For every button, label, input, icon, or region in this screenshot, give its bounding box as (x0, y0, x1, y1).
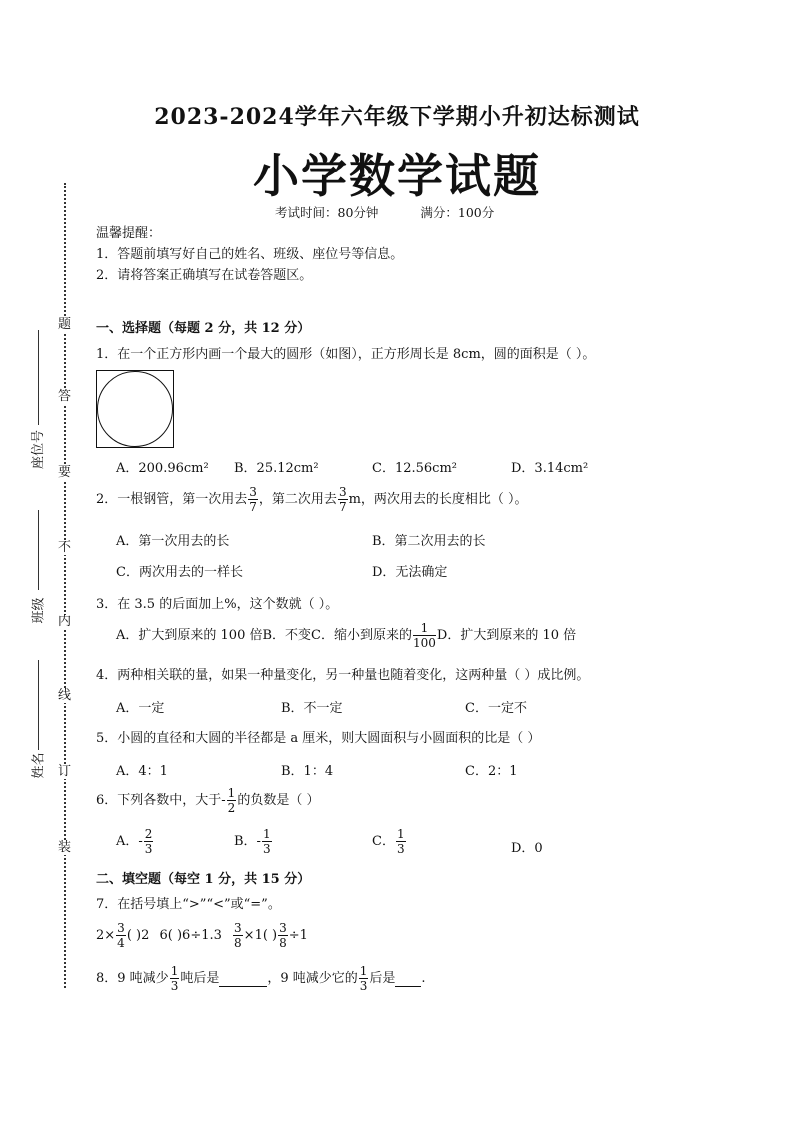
q2-frac-1: $\frac{3}{7}$ (249, 485, 257, 514)
q7-text: 7．在括号填上“>”“<”或“=”。 (96, 897, 281, 912)
q5-option-b[interactable]: B．1：4 (281, 764, 334, 779)
q3-option-d[interactable]: D．扩大到原来的 10 倍 (436, 628, 577, 643)
q5-text: 5．小圆的直径和大圆的半径都是 a 厘米，则大圆面积与小圆面积的比是（ ） (96, 731, 541, 746)
q3-option-c[interactable]: C．缩小到原来的 (311, 628, 412, 643)
q7-blank-2[interactable]: 6( )6÷1.3 (159, 928, 222, 943)
q8-blank-1[interactable] (219, 971, 267, 987)
exam-score: 满分：100分 (420, 205, 495, 220)
name-blank[interactable] (38, 660, 39, 750)
margin-char: 订 (58, 764, 72, 779)
seat-blank[interactable] (38, 330, 39, 425)
q3-options (116, 622, 576, 649)
section2-heading: 二、填空题（每空 1 分，共 15 分） (96, 872, 311, 887)
q8-blank-2[interactable] (395, 971, 421, 987)
q7-expressions: 2× $\frac{3}{4}$ ( )2 6( )6÷1.3 $\frac{3}{8}$ ×1( ) $\frac{3}{8}$ ÷1 (96, 921, 308, 950)
q2-option-c[interactable]: C．两次用去的一样长 (116, 565, 243, 580)
name-label: 姓名 (31, 752, 47, 779)
q7-blank-1[interactable]: ( )2 (126, 928, 150, 943)
class-blank[interactable] (38, 510, 39, 590)
q4-option-a[interactable]: A．一定 (116, 701, 165, 716)
q3-frac: $\frac{1}{100}$ (412, 621, 436, 650)
margin-char: 装 (58, 840, 72, 855)
q1-option-d[interactable]: D．3.14cm² (511, 461, 589, 476)
q6-option-a[interactable]: A．- $\frac{2}{3}$ (116, 827, 153, 856)
q5-option-a[interactable]: A．4：1 (116, 764, 168, 779)
notice-heading: 温馨提醒： (96, 226, 162, 241)
q6-text (96, 787, 319, 814)
margin-char: 线 (58, 688, 72, 703)
q6-frac: $\frac{1}{2}$ (227, 786, 236, 815)
q2-option-b[interactable]: B．第二次用去的长 (372, 534, 486, 549)
margin-char: 内 (58, 614, 72, 629)
q8-text: 8．9 吨减少 $\frac{1}{3}$ 吨后是 ，9 吨减少它的 $\frac{1}{3}$ 后是 . (96, 964, 426, 993)
q4-option-c[interactable]: C．一定不 (465, 701, 527, 716)
q3-option-b[interactable]: B．不变 (262, 628, 312, 643)
q6-option-c[interactable]: C． $\frac{1}{3}$ (372, 827, 405, 856)
exam-meta (275, 203, 494, 221)
q4-option-b[interactable]: B．不一定 (281, 701, 343, 716)
q2-option-a[interactable]: A．第一次用去的长 (116, 534, 230, 549)
seat-label: 座位号 (31, 429, 47, 470)
q6-option-b[interactable]: B．- $\frac{1}{3}$ (234, 827, 271, 856)
square-circle-figure (96, 370, 174, 448)
exam-time: 考试时间：80分钟 (275, 205, 379, 220)
inscribed-circle (97, 371, 173, 447)
margin-char: 题 (58, 317, 72, 332)
class-label: 班级 (31, 597, 47, 624)
q1-option-b[interactable]: B．25.12cm² (234, 461, 319, 476)
q2-frac-2: $\frac{3}{7}$ (338, 485, 347, 514)
q2-post: m，两次用去的长度相比（ ）。 (348, 492, 528, 507)
margin-char: 要 (58, 465, 72, 480)
q1-option-a[interactable]: A．200.96cm² (116, 461, 209, 476)
section1-heading: 一、选择题（每题 2 分，共 12 分） (96, 321, 311, 336)
exam-subtitle: 2023-2024学年六年级下学期小升初达标测试 (154, 104, 640, 130)
q4-text: 4．两种相关联的量，如果一种量变化，另一种量也随着变化，这两种量（ ）成比例。 (96, 668, 590, 683)
notice-item-2: 2．请将答案正确填写在试卷答题区。 (96, 268, 313, 283)
q6-pre: 6．下列各数中，大于- (96, 793, 226, 808)
q3-option-a[interactable]: A．扩大到原来的 100 倍 (116, 628, 263, 643)
notice-item-1: 1．答题前填写好自己的姓名、班级、座位号等信息。 (96, 247, 404, 262)
q6-option-d[interactable]: D．0 (511, 841, 543, 856)
binding-line (64, 183, 66, 988)
q2-text (96, 486, 528, 513)
q1-option-c[interactable]: C．12.56cm² (372, 461, 457, 476)
q1-text: 1．在一个正方形内画一个最大的圆形（如图），正方形周长是 8cm，圆的面积是（ ）。 (96, 347, 596, 362)
exam-title: 小学数学试题 (253, 149, 541, 203)
q5-option-c[interactable]: C．2：1 (465, 764, 518, 779)
margin-char: 答 (58, 389, 72, 404)
q3-text: 3．在 3.5 的后面加上%，这个数就（ ）。 (96, 597, 339, 612)
q2-mid: ，第二次用去 (258, 492, 337, 507)
q6-post: 的负数是（ ） (237, 793, 320, 808)
q2-option-d[interactable]: D．无法确定 (372, 565, 448, 580)
q2-pre: 2．一根钢管，第一次用去 (96, 492, 248, 507)
margin-char: 不 (58, 540, 72, 555)
q7-blank-3[interactable]: ×1( ) (243, 928, 278, 943)
